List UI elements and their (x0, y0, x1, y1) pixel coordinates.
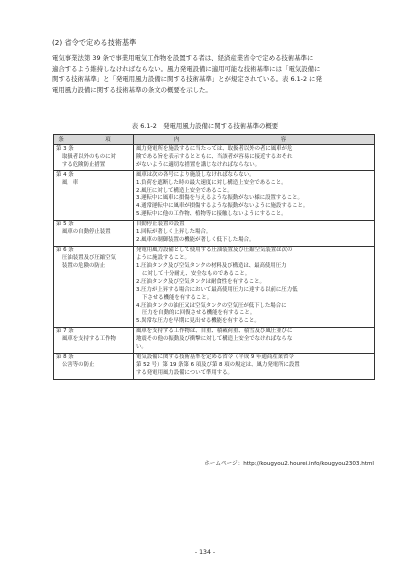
item-cell (54, 171, 134, 221)
content-line: い。 (136, 344, 147, 351)
table-header-row (54, 135, 375, 145)
content-line: 2.風圧に対して構造上安全であること。 (136, 187, 233, 194)
intro-line: 適合するよう維持しなければならない。風力発電設備に適用可能な技術基準には「電気設備に (52, 64, 321, 73)
item-cell (54, 327, 134, 353)
intro-line: 電気事業法第 39 条で事業用電気工作物を設置する者は、経済産業省令で定める技術基準に (52, 54, 314, 62)
content-line: 1.負荷を遮断した時の最大速度に対し構造上安全であること。 (136, 179, 287, 186)
content-cell (134, 145, 375, 171)
content-line: 5.運転中に他の工作物、植物等に接触しないようにすること。 (136, 211, 287, 218)
content-line: 風車を支持する工作物は、自重、積載荷重、積雪及び風圧並びに (136, 328, 293, 335)
content-line: ように施設すること。 (136, 255, 190, 262)
content-cell (134, 220, 375, 246)
content-cell (134, 353, 375, 379)
table-row (54, 145, 375, 171)
content-line: 1.圧油タンク及び空気タンクの材料及び構造は、最高使用圧力 (136, 263, 287, 270)
table-row (54, 353, 375, 379)
content-line: 風車は次の各号により施設しなければならない。 (136, 171, 255, 178)
content-line: に対して十分耐え、安全なものであること。 (142, 270, 251, 277)
content-line: 1.回転が著しく上昇した場合。 (136, 229, 212, 236)
section-heading: (2) 省令で定める技術基準 (52, 38, 137, 47)
technical-standards-table (53, 134, 375, 380)
page-number: - 134 - (194, 549, 216, 556)
header-content: 内 容 (134, 135, 375, 145)
content-line: 風力発電所を施設するに当たっては、取扱者以外の者に風車が危 (136, 145, 293, 152)
item-title: 風車の自動停止装置 (62, 229, 111, 236)
content-cell (134, 327, 375, 353)
item-cell (54, 220, 134, 246)
content-line: 発電用風力設備として使用する圧油装置及び圧縮空気装置は次の (136, 247, 293, 254)
content-line: 5.異常な圧力を早期に見出せる機能を有すること。 (136, 318, 260, 325)
table-row (54, 327, 375, 353)
content-line: 2.風車の制御装置の機能が著しく低下した場合。 (136, 237, 255, 244)
item-title: 圧油装置及び圧縮空気 (62, 255, 116, 262)
content-line: 2.圧油タンク及び空気タンクは耐食性を有すること。 (136, 278, 265, 285)
content-line: 第 52 号）第 19 条第 6 項及び第 8 項の規定は、風力発電所に設置 (136, 362, 300, 369)
item-cell (54, 145, 134, 171)
content-line: 4.圧油タンクの油圧又は空気タンクの空気圧が低下した場合に (136, 302, 287, 309)
item-number: 第 4 条 (56, 171, 74, 178)
header-item: 条 項 (54, 135, 134, 145)
item-title: する危険防止措置 (62, 161, 106, 168)
item-number: 第 5 条 (56, 221, 74, 228)
intro-paragraph (52, 53, 374, 95)
content-line: 3.運転中に風車に損傷を与えるような振動がない様に設置すること。 (136, 195, 303, 202)
intro-line: 電用風力設備に関する技術基準の条文の概要を示した。 (52, 85, 212, 94)
intro-line: 関する技術基準」と「発電用風力設備に関する技術基準」とが規定されている。表 6.1-2 に発 (52, 75, 322, 84)
content-line: する発電用風力設備について準用する。 (136, 370, 233, 377)
content-line: 険である旨を表示するとともに、当該者が容易に接近するおそれ (136, 153, 293, 160)
item-cell (54, 353, 134, 379)
item-title: 風車を支持する工作物 (62, 336, 116, 343)
item-title: 公害等の防止 (62, 362, 95, 369)
item-title: 取扱者以外のものに対 (62, 153, 116, 160)
content-cell (134, 246, 375, 327)
content-line: がないように適切な措置を講じなければならない。 (136, 161, 260, 168)
table-caption: 表 6.1-2 発電用風力設備に関する技術基準の概要 (131, 122, 279, 130)
content-line: 電気設備に関する技術基準を定める省令（平成 9 年通商産業省令 (136, 354, 294, 361)
content-line: 4.通常運転中に風車が損傷するような振動がないように施設すること。 (136, 203, 309, 210)
table-row (54, 171, 375, 221)
item-title: 風 車 (62, 179, 79, 186)
table-row (54, 220, 375, 246)
content-line: 圧力を自動的に回復させる機能を有すること。 (142, 310, 256, 317)
content-line: 下させる機能を有すること。 (142, 294, 213, 301)
item-number: 第 8 条 (56, 354, 74, 361)
item-number: 第 6 条 (56, 247, 74, 254)
table-row (54, 246, 375, 327)
item-title: 装置の危険の防止 (62, 263, 106, 270)
item-cell (54, 246, 134, 327)
content-cell (134, 171, 375, 221)
homepage-link-note: ホームページ：http://kougyou2.hourei.info/kougyou2303.html (204, 461, 374, 467)
item-number: 第 7 条 (56, 328, 74, 335)
item-number: 第 3 条 (56, 145, 74, 152)
content-line: 自動停止装置の設置 (136, 221, 185, 228)
content-line: 3.圧力が上昇する場合において最高使用圧力に達する以前に圧力低 (136, 286, 298, 293)
content-line: 地震その他の振動及び衝撃に対して構造上安全でなければならな (136, 336, 293, 343)
